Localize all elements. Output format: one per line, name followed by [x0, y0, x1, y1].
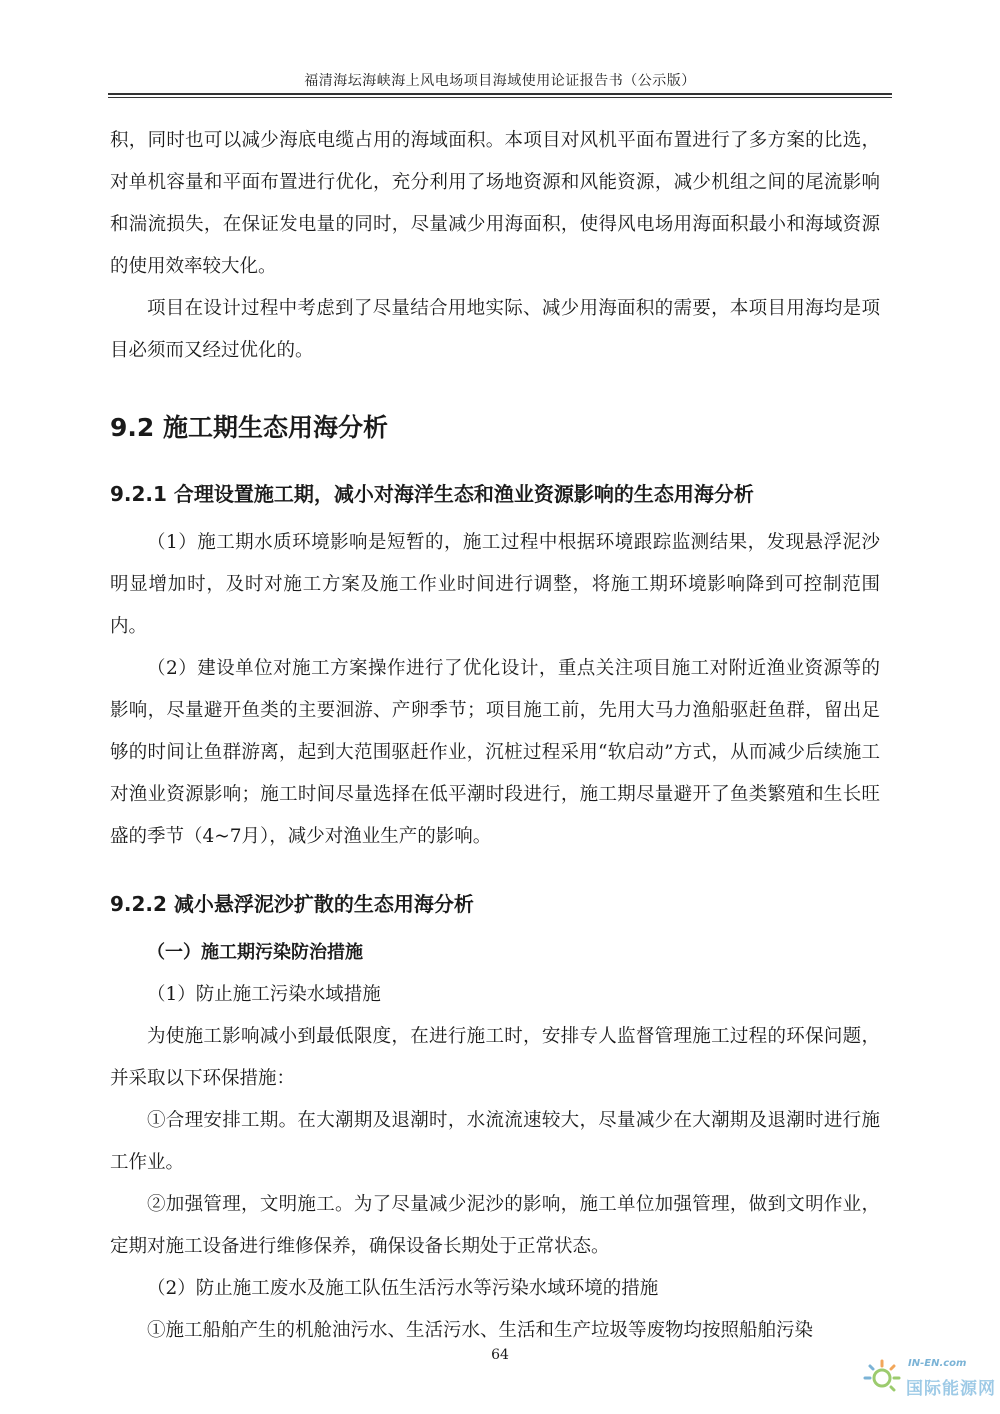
paragraph: （2）建设单位对施工方案操作进行了优化设计，重点关注项目施工对附近渔业资源等的影响，尽量避开鱼类的主要洄游、产卵季节；项目施工前，先用大马力渔船驱赶鱼群，留出足够的时间让鱼群游离，起到大范围驱赶作业，沉桩过程采用“软启动”方式，从而减少后续施工对渔业资源影响；施工时间尽量选择在低平潮时段进行，施工期尽量避开了鱼类繁殖和生长旺盛的季节（4~7月），减少对渔业生产的影响。: [110, 658, 880, 847]
paragraph: 为使施工影响减小到最低限度，在进行施工时，安排专人监督管理施工过程的环保问题，并采取以下环保措施：: [110, 1026, 880, 1089]
page-body: [110, 120, 880, 1352]
paragraph: （1）施工期水质环境影响是短暂的，施工过程中根据环境跟踪监测结果，发现悬浮泥沙明显增加时，及时对施工方案及施工作业时间进行调整，将施工期环境影响降到可控制范围内。: [110, 532, 880, 637]
subsection-heading-9-2-1: 9.2.1 合理设置施工期，减小对海洋生态和渔业资源影响的生态用海分析: [110, 482, 754, 506]
header-rule-thick: [108, 93, 892, 95]
paragraph: （1）防止施工污染水域措施: [147, 984, 381, 1005]
paragraph: （2）防止施工废水及施工队伍生活污水等污染水域环境的措施: [147, 1278, 659, 1299]
page-number: 64: [491, 1347, 509, 1363]
subsection-heading-9-2-2: 9.2.2 减小悬浮泥沙扩散的生态用海分析: [110, 892, 474, 916]
watermark-name: 国际能源网: [906, 1379, 996, 1399]
paragraph: ①合理安排工期。在大潮期及退潮时，水流流速较大，尽量减少在大潮期及退潮时进行施工作业。: [110, 1110, 880, 1173]
header-rule-thin: [108, 97, 892, 98]
sun-logo-icon: [862, 1358, 902, 1398]
section-heading-9-2: 9.2 施工期生态用海分析: [110, 413, 388, 442]
paragraph-continued: 积，同时也可以减少海底电缆占用的海域面积。本项目对风机平面布置进行了多方案的比选，对单机容量和平面布置进行优化，充分利用了场地资源和风能资源，减少机组之间的尾流影响和湍流损失，在保证发电量的同时，尽量减少用海面积，使得风电场用海面积最小和海域资源的使用效率较大化。: [110, 130, 880, 277]
watermark-url: IN-EN.com: [908, 1358, 967, 1369]
running-header: 福清海坛海峡海上风电场项目海域使用论证报告书（公示版）: [304, 73, 696, 89]
paragraph: ②加强管理，文明施工。为了尽量减少泥沙的影响，施工单位加强管理，做到文明作业，定期对施工设备进行维修保养，确保设备长期处于正常状态。: [110, 1194, 880, 1257]
paragraph: 项目在设计过程中考虑到了尽量结合用地实际、减少用海面积的需要，本项目用海均是项目必须而又经过优化的。: [110, 298, 880, 361]
paragraph: ①施工船舶产生的机舱油污水、生活污水、生活和生产垃圾等废物均按照船舶污染: [147, 1320, 814, 1341]
subheading-pollution-measures: （一）施工期污染防治措施: [147, 942, 363, 963]
watermark: [862, 1356, 996, 1406]
